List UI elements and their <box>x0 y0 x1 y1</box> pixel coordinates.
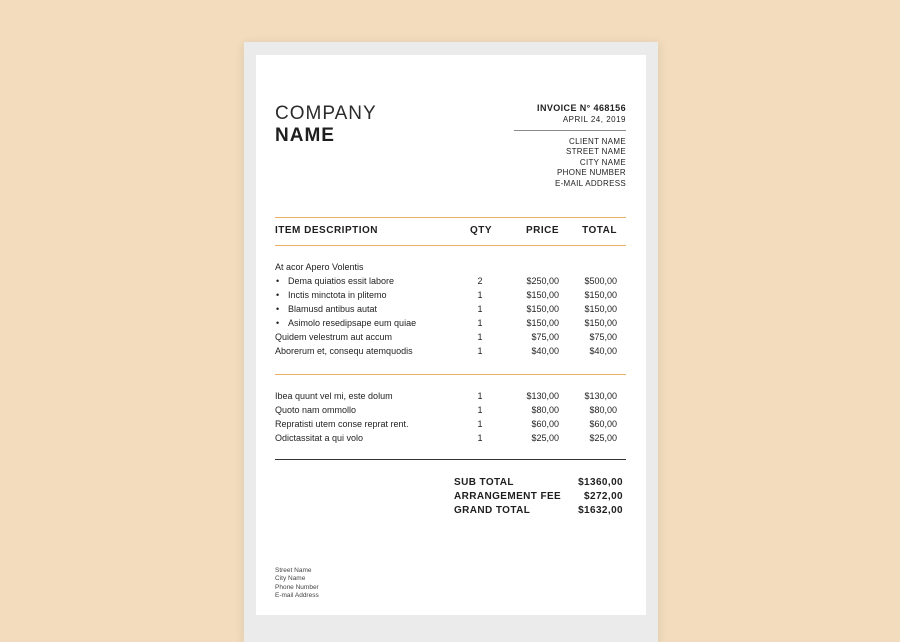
item-price: $25,00 <box>531 433 559 443</box>
subtotal-label: SUB TOTAL <box>454 477 514 488</box>
item-total: $25,00 <box>589 433 617 443</box>
item-description: Ibea quunt vel mi, este dolum <box>275 391 393 401</box>
client-info <box>555 137 626 189</box>
totals-rule <box>275 459 626 460</box>
item-total: $150,00 <box>584 290 617 300</box>
item-qty: 1 <box>477 405 483 415</box>
item-description: Blamusd antibus autat <box>288 304 378 314</box>
table-header-rule <box>275 245 626 246</box>
table-row <box>275 330 626 344</box>
footer-city: City Name <box>275 575 306 583</box>
footer-phone: Phone Number <box>275 583 319 591</box>
table-row <box>275 389 626 403</box>
item-description: Quidem velestrum aut accum <box>275 332 393 342</box>
company-name-line2: NAME <box>275 125 335 146</box>
item-total: $150,00 <box>584 304 617 314</box>
table-row <box>275 344 626 358</box>
item-price: $250,00 <box>526 276 559 286</box>
table-row <box>275 302 626 316</box>
item-total: $130,00 <box>584 391 617 401</box>
client-phone: PHONE NUMBER <box>557 168 626 178</box>
item-total: $75,00 <box>589 332 617 342</box>
item-total: $60,00 <box>589 419 617 429</box>
table-row <box>275 288 626 302</box>
item-qty: 1 <box>477 318 483 328</box>
item-total: $150,00 <box>584 318 617 328</box>
item-description: Quoto nam ommollo <box>275 405 357 415</box>
item-description: Asimolo resedipsape eum quiae <box>288 318 417 328</box>
item-description: At acor Apero Volentis <box>275 262 364 272</box>
item-price: $75,00 <box>531 332 559 342</box>
invoice-header <box>537 103 626 125</box>
invoice-date: APRIL 24, 2019 <box>562 115 626 124</box>
bullet-icon: • <box>276 276 280 286</box>
item-qty: 1 <box>477 433 483 443</box>
header-price: PRICE <box>525 225 559 236</box>
company-name <box>275 103 377 147</box>
table-row <box>275 431 626 445</box>
item-total: $40,00 <box>589 346 617 356</box>
subtotal-row <box>454 476 623 490</box>
header-description: ITEM DESCRIPTION <box>275 225 379 236</box>
item-price: $40,00 <box>531 346 559 356</box>
item-description: Inctis minctota in plitemo <box>288 290 387 300</box>
grand-total-value: $1632,00 <box>578 505 623 516</box>
item-description: Aborerum et, consequ atemquodis <box>275 346 413 356</box>
invoice-divider <box>514 130 626 131</box>
item-qty: 1 <box>477 419 483 429</box>
table-row <box>275 403 626 417</box>
item-qty: 1 <box>477 391 483 401</box>
arrangement-fee-row <box>454 490 623 504</box>
item-total: $500,00 <box>584 276 617 286</box>
item-price: $130,00 <box>526 391 559 401</box>
bullet-icon: • <box>276 304 280 314</box>
footer-address <box>275 567 319 600</box>
arrangement-fee-label: ARRANGEMENT FEE <box>454 491 562 502</box>
table-row <box>275 417 626 431</box>
footer-street: Street Name <box>275 567 312 574</box>
grand-total-row <box>454 504 623 518</box>
bullet-icon: • <box>276 318 280 328</box>
footer-email: E-mail Address <box>275 591 319 599</box>
header-total: TOTAL <box>582 225 617 236</box>
arrangement-fee-value: $272,00 <box>584 491 623 502</box>
subtotal-value: $1360,00 <box>578 477 623 488</box>
item-qty: 1 <box>477 332 483 342</box>
item-price: $150,00 <box>526 318 559 328</box>
item-description: Repratisti utem conse reprat rent. <box>275 419 409 429</box>
bullet-icon: • <box>276 290 280 300</box>
item-price: $60,00 <box>531 419 559 429</box>
table-row <box>275 316 626 330</box>
item-qty: 2 <box>477 276 483 286</box>
item-price: $80,00 <box>531 405 559 415</box>
client-street: STREET NAME <box>565 147 626 157</box>
item-price: $150,00 <box>526 290 559 300</box>
invoice-number: INVOICE N° 468156 <box>537 103 626 113</box>
group-divider-rule <box>275 374 626 375</box>
item-qty: 1 <box>477 346 483 356</box>
table-top-rule <box>275 217 626 218</box>
item-description: Odictassitat a qui volo <box>275 433 364 443</box>
invoice-page <box>256 55 646 615</box>
item-total: $80,00 <box>589 405 617 415</box>
item-description: Dema quiatios essit labore <box>288 276 395 286</box>
header-qty: QTY <box>470 225 493 236</box>
client-name: CLIENT NAME <box>569 137 626 146</box>
table-row <box>275 274 626 288</box>
item-qty: 1 <box>477 290 483 300</box>
grand-total-label: GRAND TOTAL <box>454 505 531 516</box>
client-city: CITY NAME <box>579 157 626 167</box>
item-qty: 1 <box>477 304 483 314</box>
company-name-line1: COMPANY <box>275 103 377 124</box>
item-price: $150,00 <box>526 304 559 314</box>
table-row <box>275 260 626 274</box>
client-email: E-MAIL ADDRESS <box>554 178 626 188</box>
